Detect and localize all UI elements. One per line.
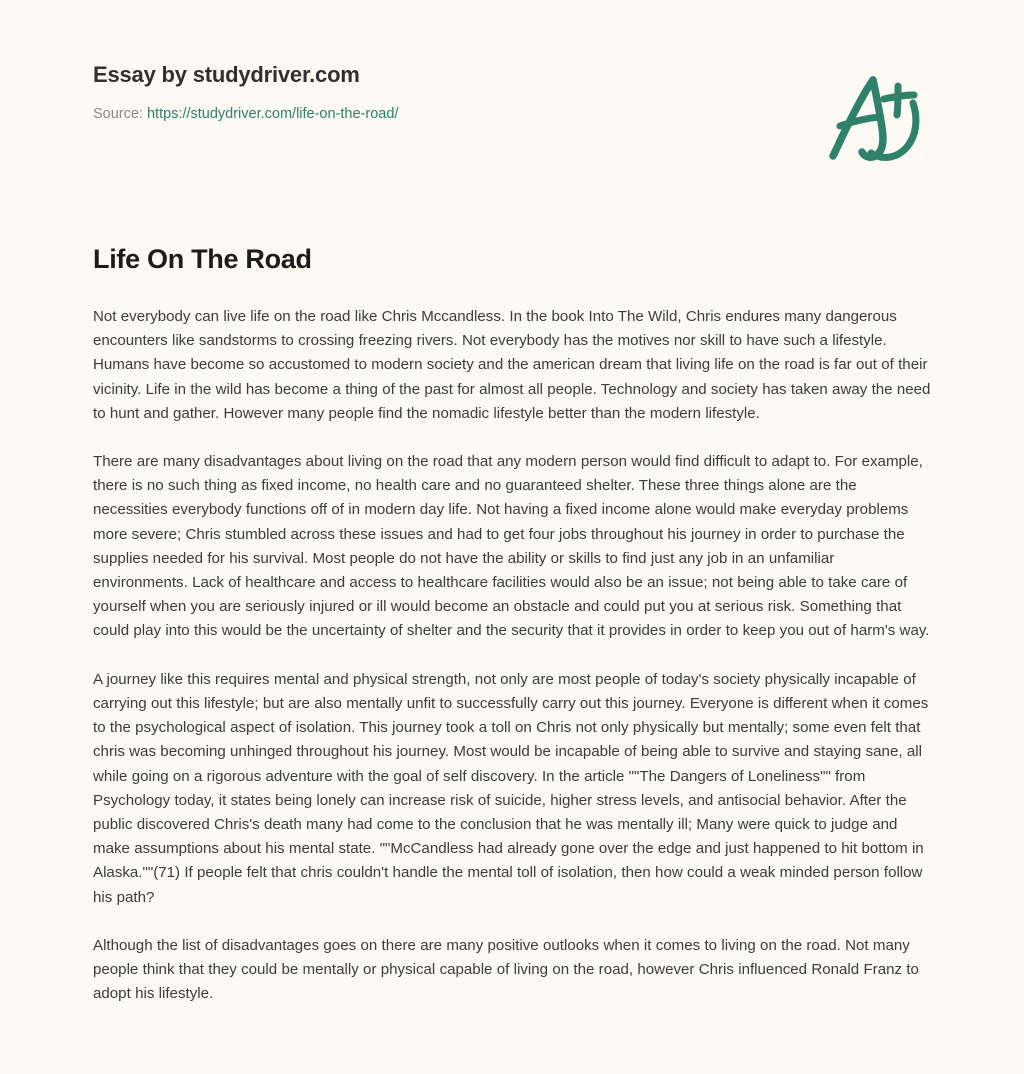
essay-byline-title: Essay by studydriver.com (93, 62, 360, 87)
paragraph: There are many disadvantages about living on the road that any modern person would find difficult to adapt to. For example, there is no such thing as fixed income, no health care and no guaranteed shelter. These three things alone are the necessities everybody functions off of in modern day life. Not having a fixed income alone would make everyday problems more severe; Chris stumbled across these issues and had to get four jobs throughout his journey in order to purchase the supplies needed for his survival. Most people do not have the ability or skills to find just any job in an unfamiliar environments. Lack of healthcare and access to healthcare facilities would also be an issue; not being able to take care of yourself when you are seriously injured or ill would become an obstacle and could put you at serious risk. Something that could play into this would be the uncertainty of shelter and the security that it provides in order to keep you out of harm's way. (93, 453, 930, 640)
paragraph: Although the list of disadvantages goes on there are many positive outlooks when it comes to living on the road. Not many people think that they could be mentally or physical capable of living on the road, however Chris influenced Ronald Franz to adopt his lifestyle. (93, 936, 919, 1003)
essay-body (93, 244, 933, 1006)
paragraph: A journey like this requires mental and physical strength, not only are most people of today's society physically incapable of carrying out this lifestyle; but are also mentally unfit to successfully carry out this journey. Everyone is different when it comes to the psychological aspect of isolation. This journey took a toll on Chris not only physically but mentally; some even felt that chris was becoming unhinged throughout his journey. Most would be incapable of being able to survive and staying sane, all while going on a rigorous adventure with the goal of self discovery. In the article ""The Dangers of Loneliness"" from Psychology today, it states being lonely can increase risk of suicide, higher stress levels, and antisocial behavior. After the public discovered Chris's death many had come to the conclusion that he was mentally ill; Many were quick to judge and make assumptions about his mental state. ""McCandless had already gone over the edge and just happened to hit bottom in Alaska.""(71) If people felt that chris couldn't handle the mental toll of isolation, then how could a weak minded person follow his path? (93, 670, 929, 906)
a-plus-logo (818, 64, 930, 168)
paragraph: Not everybody can live life on the road like Chris Mccandless. In the book Into The Wild, Chris endures many dangerous encounters like sandstorms to crossing freezing rivers. Not everybody has the motives nor skill to have such a lifestyle. Humans have become so accustomed to modern society and the american dream that living life on the road is far out of their vicinity. Life in the wild has become a thing of the past for almost all people. Technology and society has taken away the need to hunt and gather. However many people find the nomadic lifestyle better than the modern lifestyle. (93, 308, 931, 422)
a-plus-logo-icon (818, 64, 930, 168)
source-label: Source: (93, 106, 143, 123)
page-title: Life On The Road (93, 244, 312, 274)
source-url-link[interactable]: https://studydriver.com/life-on-the-road/ (146, 106, 399, 123)
